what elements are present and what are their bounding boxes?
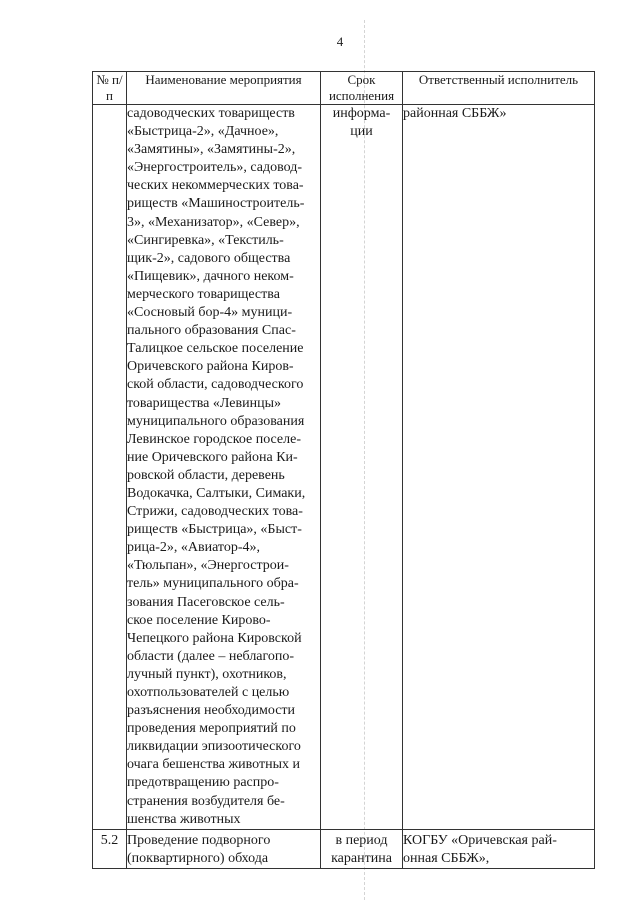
text-line: риществ «Машиностроитель-: [127, 196, 305, 212]
text-line: Водокачка, Салтыки, Симаки,: [127, 485, 306, 501]
row-num: [93, 105, 127, 830]
header-term: Срок исполнения: [321, 72, 403, 105]
text-line: товарищества «Левинцы»: [127, 395, 281, 411]
page-number: 4: [336, 34, 344, 49]
text-line: «Быстрица-2», «Дачное»,: [127, 124, 279, 140]
text-line: лучный пункт), охотников,: [127, 666, 287, 682]
row-responsible: [403, 105, 595, 830]
text-line: Талицкое сельское поселение: [127, 341, 304, 357]
text-line: очага бешенства животных и: [127, 757, 300, 773]
header-name: Наименование мероприятия: [127, 72, 321, 105]
row-num: 5.2: [93, 829, 127, 868]
text-line: КОГБУ «Оричевская рай-: [403, 832, 557, 848]
text-line: «Замятины», «Замятины-2»,: [127, 142, 296, 158]
text-line: области (далее – неблагопо-: [127, 648, 295, 664]
text-line: ровской области, деревень: [127, 467, 285, 483]
row-term: [321, 829, 403, 868]
row-responsible: [403, 829, 595, 868]
row-term: [321, 105, 403, 830]
text-line: «Сосновый бор-4» муници-: [127, 305, 293, 321]
text-line: информа-: [332, 106, 391, 121]
text-line: онная СББЖ»,: [403, 850, 490, 866]
table-row: [93, 105, 595, 830]
text-line: зования Пасеговское сель-: [127, 594, 285, 610]
table-header-row: [93, 72, 595, 105]
text-line: муниципального образования: [127, 413, 305, 429]
text-line: разъяснения необходимости: [127, 703, 296, 719]
text-line: 3», «Механизатор», «Север»,: [127, 214, 300, 230]
text-line: Стрижи, садоводческих това-: [127, 504, 303, 520]
text-line: предотвращению распро-: [127, 775, 279, 791]
table-row: [93, 829, 595, 868]
text-line: Чепецкого района Кировской: [127, 630, 302, 646]
text-line: проведения мероприятий по: [127, 721, 296, 737]
text-line: ние Оричевского района Ки-: [127, 449, 298, 465]
text-line: тель» муниципального обра-: [127, 576, 299, 592]
header-num: № п/п: [93, 72, 127, 105]
measures-table: [92, 71, 595, 869]
text-line: шенства животных: [127, 811, 241, 827]
text-line: «Энергостроитель», садовод-: [127, 160, 303, 176]
text-line: (поквартирного) обхода: [127, 850, 269, 866]
header-responsible: Ответственный исполнитель: [403, 72, 595, 105]
text-line: пального образования Спас-: [127, 323, 296, 339]
text-line: ции: [350, 124, 373, 140]
text-line: ское поселение Кирово-: [127, 612, 271, 628]
text-line: районная СББЖ»: [403, 106, 507, 121]
row-name: [127, 105, 321, 830]
text-line: карантина: [331, 850, 392, 866]
text-line: странения возбудителя бе-: [127, 793, 285, 809]
row-name: [127, 829, 321, 868]
text-line: рица-2», «Авиатор-4»,: [127, 540, 261, 556]
text-line: Левинское городское поселе-: [127, 431, 302, 447]
text-line: риществ «Быстрица», «Быст-: [127, 522, 302, 538]
text-line: ликвидации эпизоотического: [127, 739, 301, 755]
text-line: садоводческих товариществ: [127, 106, 295, 121]
text-line: в период: [335, 832, 388, 848]
text-line: ческих некоммерческих това-: [127, 178, 304, 194]
text-line: щик-2», садового общества: [127, 250, 291, 266]
text-line: мерческого товарищества: [127, 286, 280, 302]
text-line: «Сингиревка», «Текстиль-: [127, 232, 284, 248]
text-line: «Пищевик», дачного неком-: [127, 268, 294, 284]
text-line: ской области, садоводческого: [127, 377, 304, 393]
text-line: «Тюльпан», «Энергострои-: [127, 558, 289, 574]
text-line: Оричевского района Киров-: [127, 359, 294, 375]
text-line: Проведение подворного: [127, 832, 271, 848]
text-line: охотпользователей с целью: [127, 685, 290, 700]
